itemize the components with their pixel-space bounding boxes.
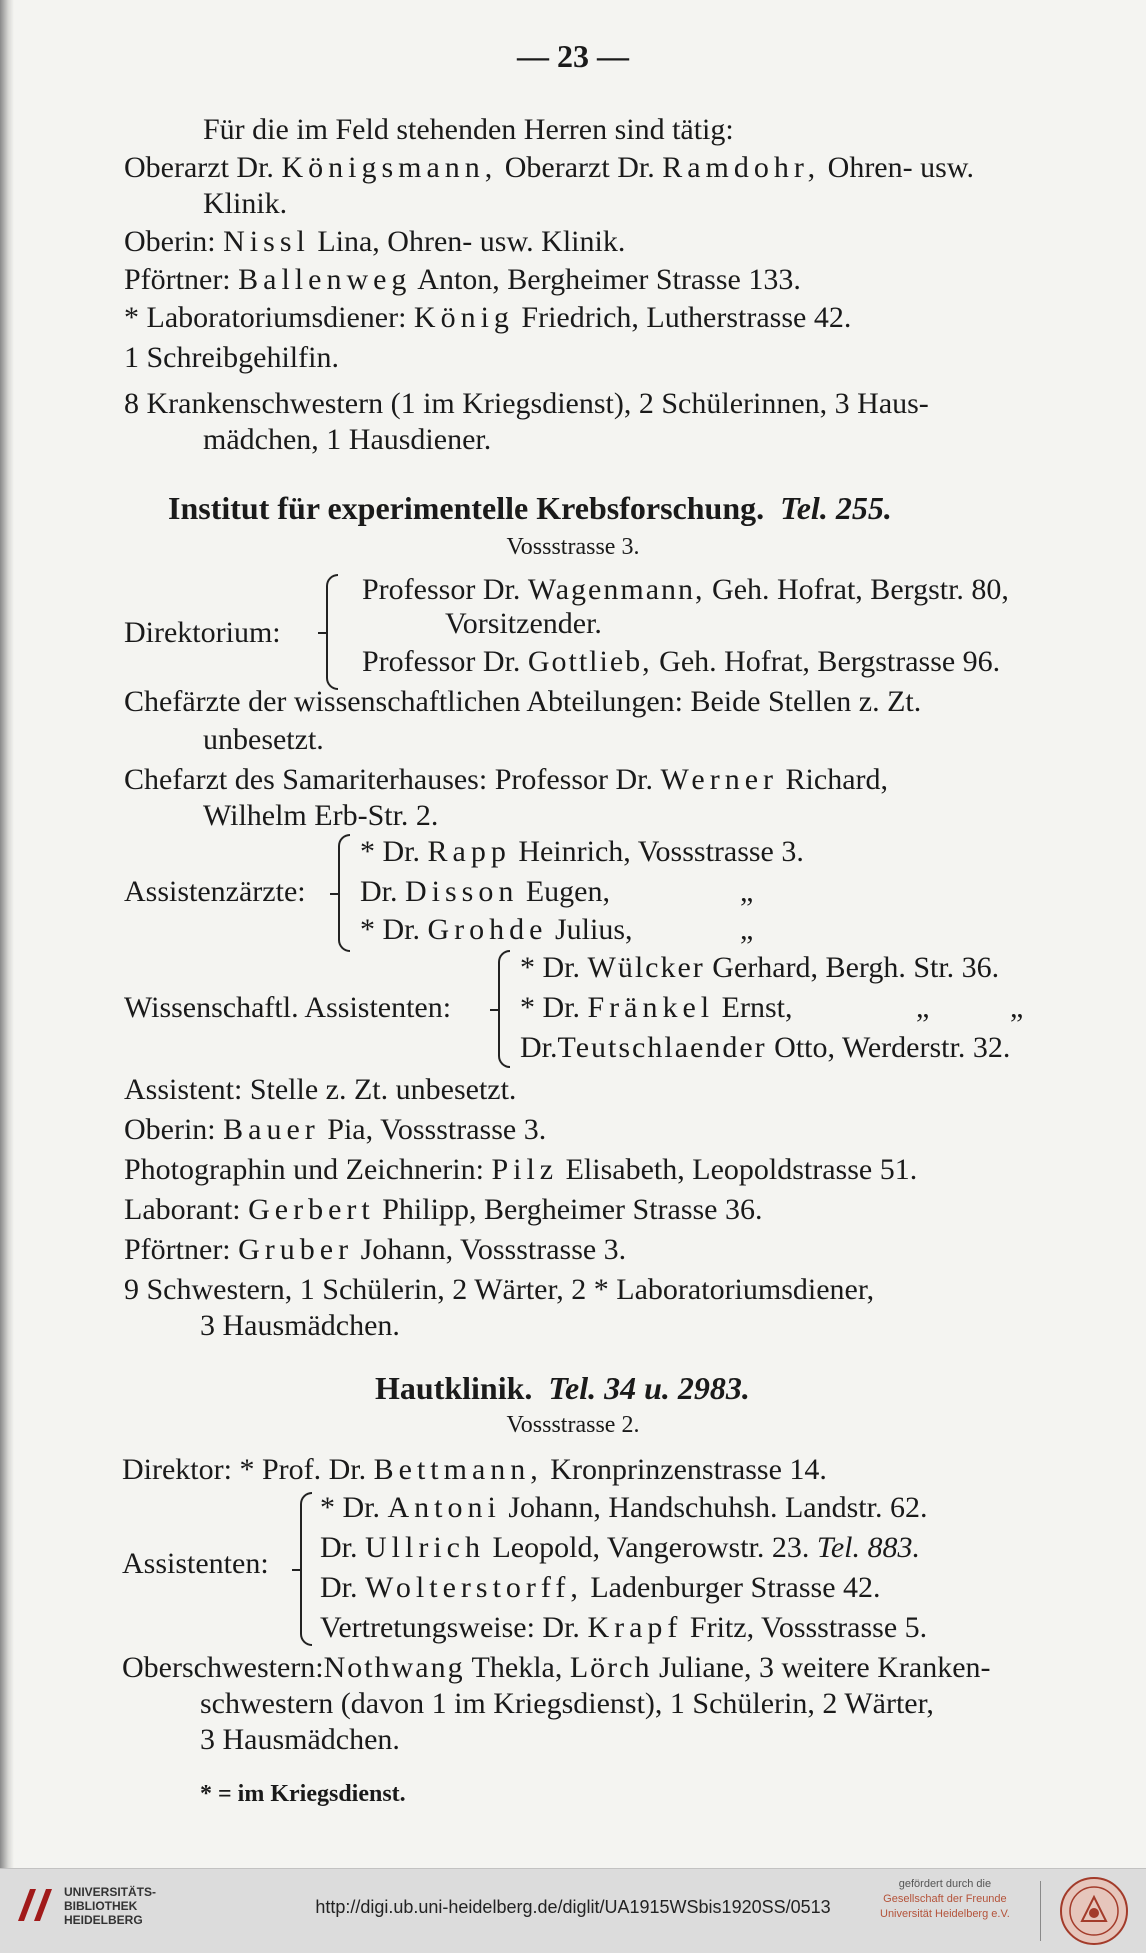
haut-assistent-1: * Dr. Antoni Johann, Handschuhsh. Landstr. 62. [320,1491,928,1524]
samariter-line-1: Chefarzt des Samariterhauses: Professor Dr. Werner Richard, [124,763,889,796]
samariter-line-2: Wilhelm Erb-Str. 2. [203,799,439,832]
ditto-mark: „ [1010,991,1024,1024]
staff-line-1: 9 Schwestern, 1 Schülerin, 2 Wärter, 2 * Laboratoriumsdiener, [124,1273,875,1306]
ditto-mark: „ [740,913,754,946]
field-heading: Für die im Feld stehenden Herren sind tätig: [203,113,734,146]
oberin-krebs-line: Oberin: Bauer Pia, Vossstrasse 3. [124,1113,547,1146]
direktorium-entry-1: Professor Dr. Wagenmann, Geh. Hofrat, Bergstr. 80, [362,573,1009,606]
library-name: UNIVERSITÄTS- BIBLIOTHEK HEIDELBERG [64,1885,157,1927]
field-line-2: Klinik. [203,187,288,220]
chefaerzte-line-1: Chefärzte der wissenschaftlichen Abteilungen: Beide Stellen z. Zt. [124,685,922,718]
schwestern-line-1: 8 Krankenschwestern (1 im Kriegsdienst), 2 Schülerinnen, 3 Haus- [124,387,929,420]
wiss-assistent-3: Dr.Teutschlaender Otto, Werderstr. 32. [520,1031,1011,1064]
direktorium-entry-1b: Vorsitzender. [445,607,602,640]
assistenzarzt-3: * Dr. Grohde Julius, [360,913,633,946]
footer-divider [1040,1881,1041,1941]
wiss-assistent-2: * Dr. Fränkel Ernst, [520,991,793,1024]
section-title-krebs: Institut für experimentelle Krebsforschung. Tel. 255. [168,490,892,526]
oberin-line: Oberin: Nissl Lina, Ohren- usw. Klinik. [124,225,626,258]
ditto-mark: „ [740,875,754,908]
oberschwestern-line-3: 3 Hausmädchen. [200,1723,400,1756]
haut-assistent-3: Dr. Wolterstorff, Ladenburger Strasse 42. [320,1571,881,1604]
assistenzarzt-2: Dr. Disson Eugen, [360,875,610,908]
brace-wiss-assistenten [498,950,510,1068]
assistenzaerzte-label: Assistenzärzte: [124,875,306,908]
photographin-line: Photographin und Zeichnerin: Pilz Elisabeth, Leopoldstrasse 51. [124,1153,918,1186]
schreib-line: 1 Schreibgehilfin. [124,341,339,374]
schwestern-line-2: mädchen, 1 Hausdiener. [203,423,492,456]
brace-direktorium [326,574,338,690]
chefaerzte-line-2: unbesetzt. [203,723,324,756]
brace-assistenzaerzte [338,834,350,952]
haut-assistent-2: Dr. Ullrich Leopold, Vangerowstr. 23. Tel. 883. [320,1531,920,1564]
haut-assistent-4: Vertretungsweise: Dr. Krapf Fritz, Vossstrasse 5. [320,1611,928,1644]
university-seal-icon [1058,1875,1130,1947]
field-line-1: Oberarzt Dr. Königsmann, Oberarzt Dr. Ramdohr, Ohren- usw. [124,151,975,184]
laborant-line: Laborant: Gerbert Philipp, Bergheimer Strasse 36. [124,1193,763,1226]
labor-line: * Laboratoriumsdiener: König Friedrich, Lutherstrasse 42. [124,301,852,334]
oberschwestern-line-1: Oberschwestern:Nothwang Thekla, Lörch Juliane, 3 weitere Kranken- [122,1651,991,1684]
staff-line-2: 3 Hausmädchen. [200,1309,400,1342]
footer-bar [0,1868,1146,1953]
source-url[interactable]: http://digi.ub.uni-heidelberg.de/diglit/UA1915WSbis1920SS/0513 [315,1897,831,1917]
page-number: — 23 — [517,38,629,74]
pfoertner-line: Pförtner: Ballenweg Anton, Bergheimer Strasse 133. [124,263,801,296]
ditto-mark: „ [916,991,930,1024]
sponsor-text: gefördert durch die Gesellschaft der Freunde Universität Heidelberg e.V. [880,1878,1010,1920]
oberschwestern-line-2: schwestern (davon 1 im Kriegsdienst), 1 Schülerin, 2 Wärter, [200,1687,934,1720]
address-krebs: Vossstrasse 3. [506,534,640,560]
assistenzarzt-1: * Dr. Rapp Heinrich, Vossstrasse 3. [360,835,804,868]
direktorium-label: Direktorium: [124,616,281,649]
pfoertner-krebs-line: Pförtner: Gruber Johann, Vossstrasse 3. [124,1233,627,1266]
address-haut: Vossstrasse 2. [506,1412,640,1438]
assistenten-haut-label: Assistenten: [122,1547,269,1580]
direktor-line: Direktor: * Prof. Dr. Bettmann, Kronprinzenstrasse 14. [122,1453,827,1486]
wiss-assistent-1: * Dr. Wülcker Gerhard, Bergh. Str. 36. [520,951,1000,984]
direktorium-entry-2: Professor Dr. Gottlieb, Geh. Hofrat, Bergstrasse 96. [362,645,1001,678]
footnote: * = im Kriegsdienst. [200,1781,406,1807]
brace-assistenten-haut [300,1492,312,1646]
page-edge-shadow [0,0,14,1868]
assistent-line: Assistent: Stelle z. Zt. unbesetzt. [124,1073,517,1106]
wiss-assistenten-label: Wissenschaftl. Assistenten: [124,991,452,1024]
section-title-haut: Hautklinik. Tel. 34 u. 2983. [375,1370,750,1406]
